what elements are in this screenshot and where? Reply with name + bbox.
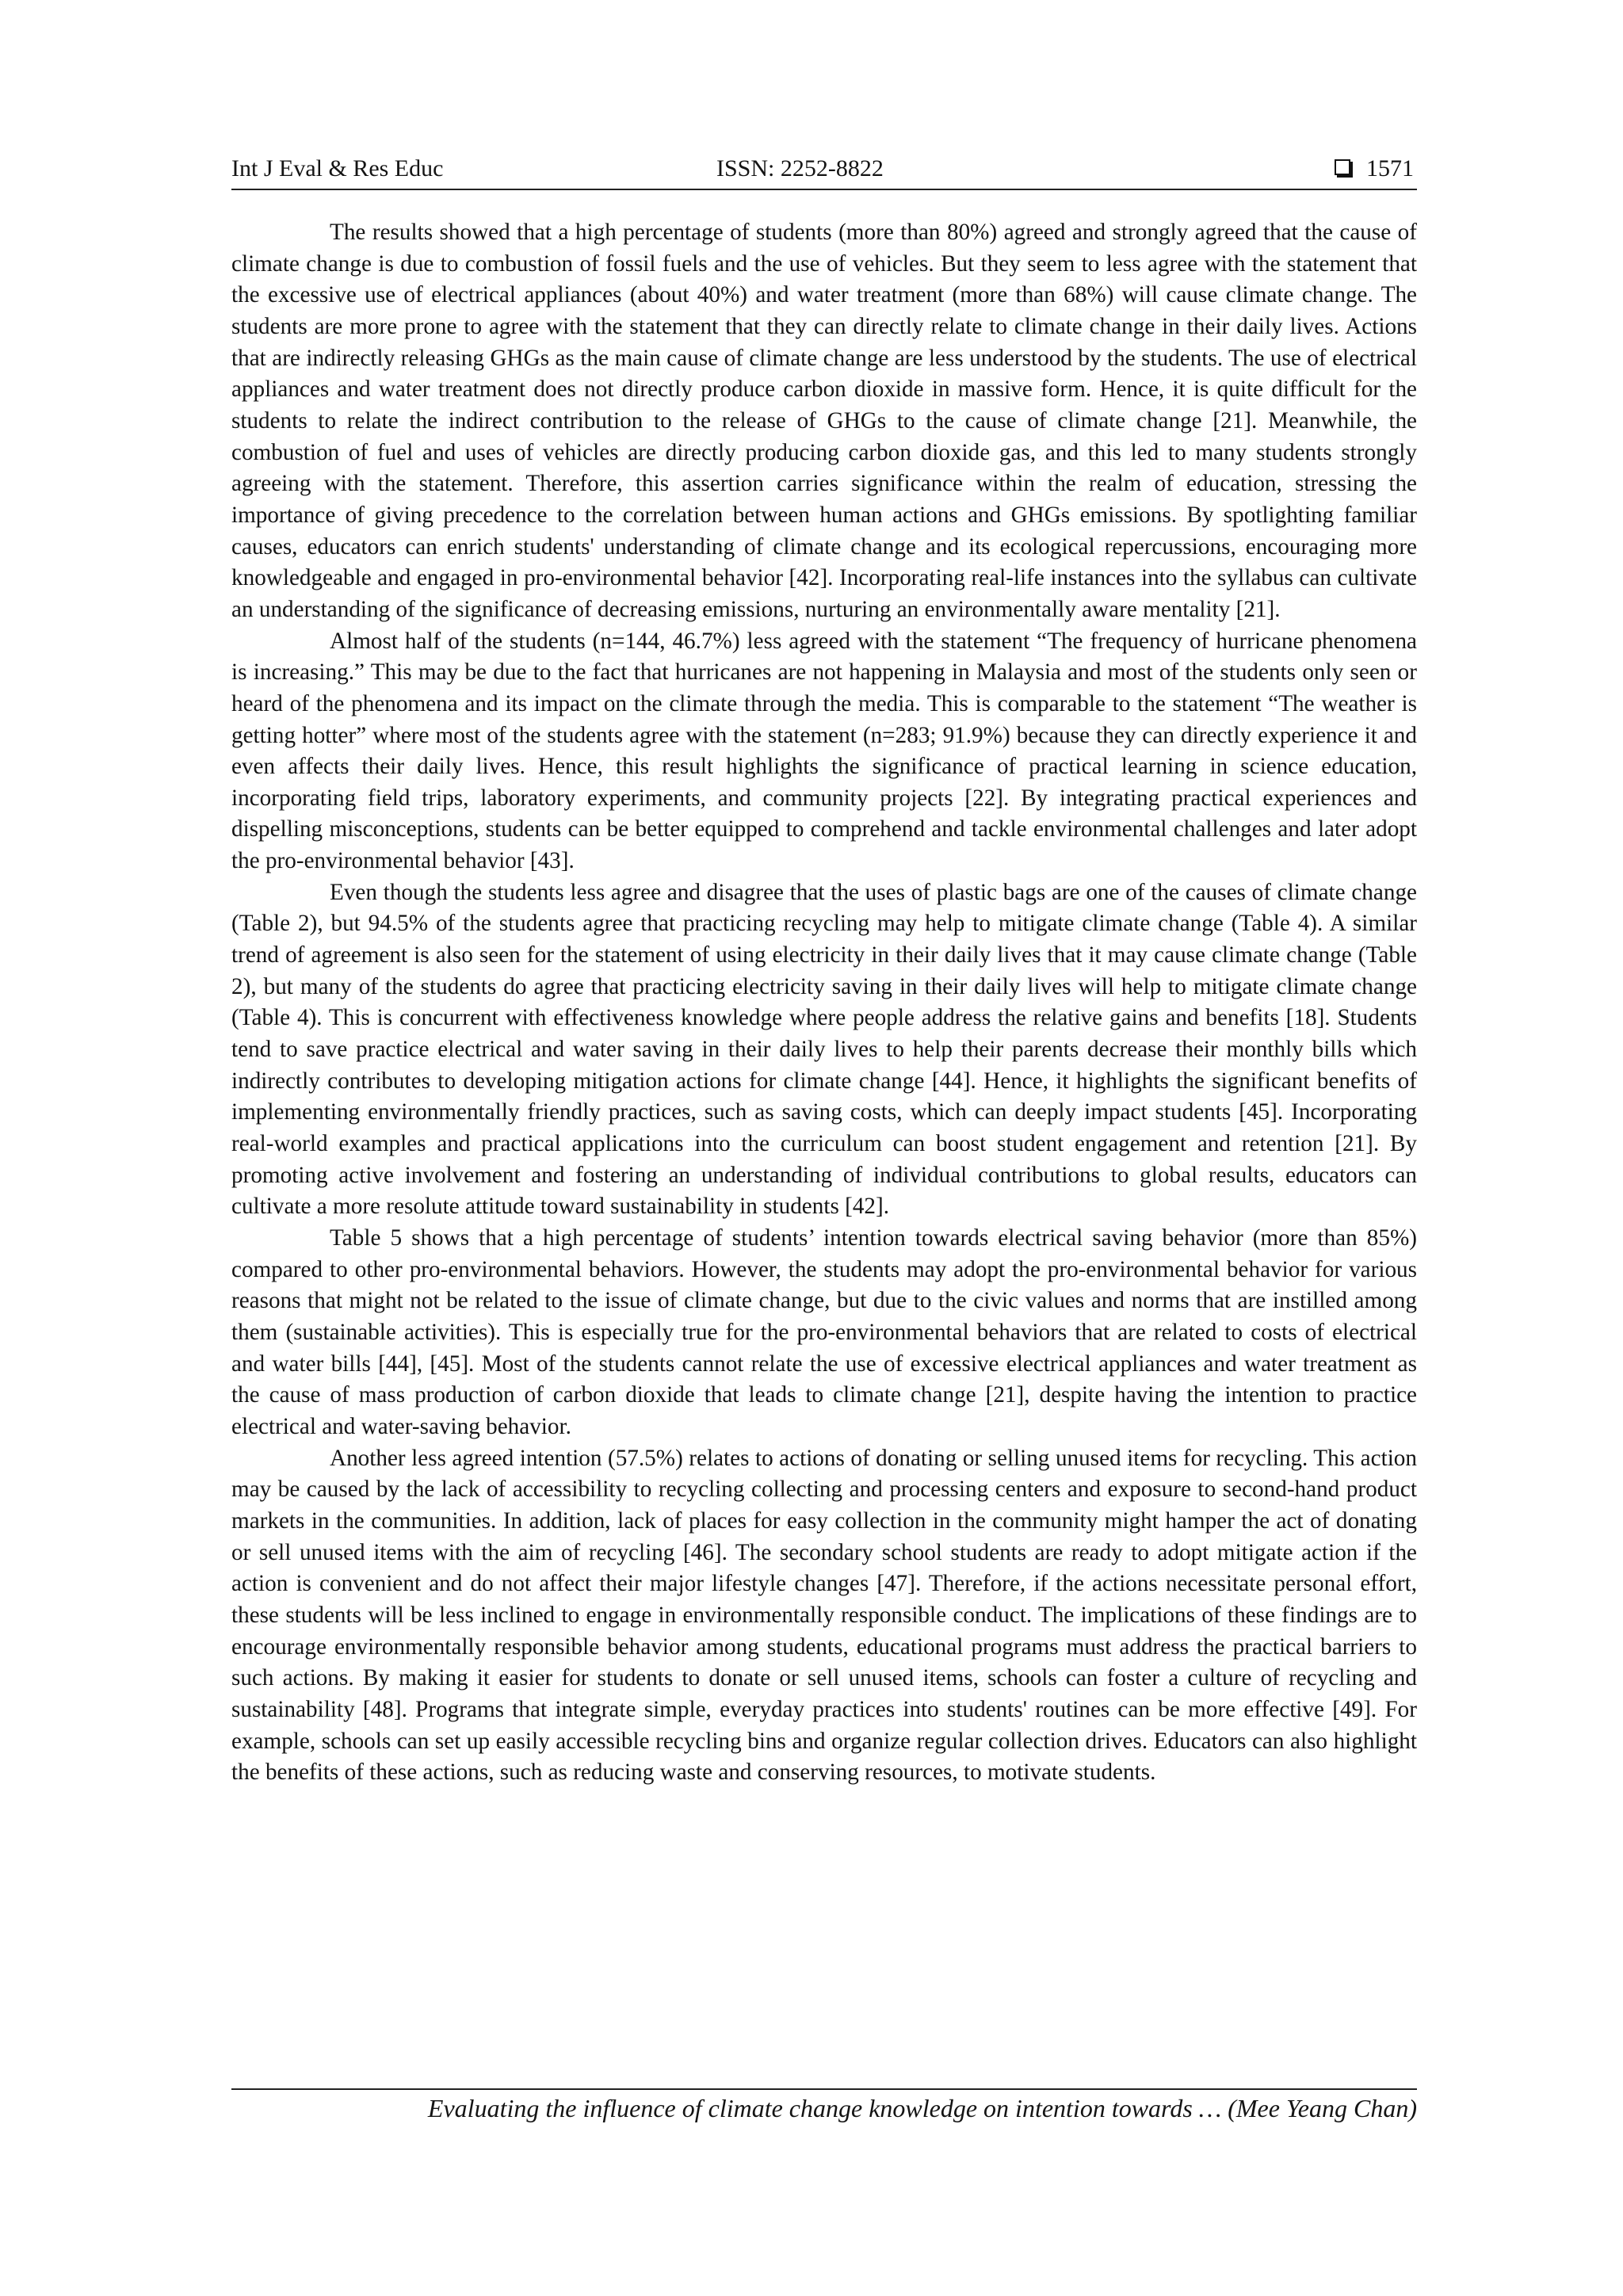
paragraph-3: Even though the students less agree and disagree that the uses of plastic bags are one of the causes of climate change (Table 2), but 94.5% of the students agree that practicing recycling may help to mitigate climate change (Table 4). A similar trend of agreement is also seen for the statement of using electricity in their daily lives that it may cause climate change (Table 2), but many of the students do agree that practicing electricity saving in their daily lives will help to mitigate climate change (Table 4). This is concurrent with effectiveness knowledge where people address the relative gains and benefits [18]. Students tend to save practice electrical and water saving in their daily lives to help their parents decrease their monthly bills which indirectly contributes to developing mitigation actions for climate change [44]. Hence, it highlights the significant benefits of implementing environmentally friendly practices, such as saving costs, which can deeply impact students [45]. Incorporating real-world examples and practical applications into the curriculum can boost student engagement and retention [21]. By promoting active involvement and fostering an understanding of individual contributions to global results, educators can cultivate a more resolute attitude toward sustainability in students [42]. xyxy=(231,879,1417,1220)
body-text xyxy=(231,217,1417,1789)
paragraph-2: Almost half of the students (n=144, 46.7%) less agreed with the statement “The frequency of hurricane phenomena is increasing.” This may be due to the fact that hurricanes are not happening in Malaysia and most of the students only seen or heard of the phenomena and its impact on the climate through the media. This is comparable to the statement “The weather is getting hotter” where most of the students agree with the statement (n=283; 91.9%) because they can directly experience it and even affects their daily lives. Hence, this result highlights the significance of practical learning in science education, incorporating field trips, laboratory experiments, and community projects [22]. By integrating practical experiences and dispelling misconceptions, students can be better equipped to comprehend and tackle environmental challenges and later adopt the pro-environmental behavior [43]. xyxy=(231,628,1417,874)
journal-name: Int J Eval & Res Educ xyxy=(231,155,444,181)
running-footer-title: Evaluating the influence of climate change knowledge on intention towards … (Mee Yeang Chan) xyxy=(427,2094,1417,2122)
page-number: 1571 xyxy=(1366,155,1414,181)
footer-divider xyxy=(231,2088,1417,2090)
page-header xyxy=(231,154,1417,190)
paragraph-1: The results showed that a high percentage of students (more than 80%) agreed and strongly agreed that the cause of climate change is due to combustion of fossil fuels and the use of vehicles. But they seem to less agree with the statement that the excessive use of electrical appliances (about 40%) and water treatment (more than 68%) will cause climate change. The students are more prone to agree with the statement that they can directly relate to climate change in their daily lives. Actions that are indirectly releasing GHGs as the main cause of climate change are less understood by the students. The use of electrical appliances and water treatment does not directly produce carbon dioxide in massive form. Hence, it is quite difficult for the students to relate the indirect contribution to the release of GHGs to the cause of climate change [21]. Meanwhile, the combustion of fuel and uses of vehicles are directly producing carbon dioxide gas, and this led to many students strongly agreeing with the statement. Therefore, this assertion carries significance within the realm of education, stressing the importance of giving precedence to the correlation between human actions and GHGs emissions. By spotlighting familiar causes, educators can enrich students' understanding of climate change and its ecological repercussions, encouraging more knowledgeable and engaged in pro-environmental behavior [42]. Incorporating real-life instances into the syllabus can cultivate an understanding of the significance of decreasing emissions, nurturing an environmentally aware mentality [21]. xyxy=(231,220,1417,622)
square-bullet-icon xyxy=(1335,159,1350,175)
issn-label: ISSN: 2252-8822 xyxy=(716,155,884,181)
paragraph-4: Table 5 shows that a high percentage of students’ intention towards electrical saving behavior (more than 85%) compared to other pro-environmental behaviors. However, the students may adopt the pro-environmental behavior for various reasons that might not be related to the issue of climate change, but due to the civic values and norms that are instilled among them (sustainable activities). This is especially true for the pro-environmental behaviors that are related to costs of electrical and water bills [44], [45]. Most of the students cannot relate the use of excessive electrical appliances and water treatment as the cause of mass production of carbon dioxide that leads to climate change [21], despite having the intention to practice electrical and water-saving behavior. xyxy=(231,1225,1417,1439)
paragraph-5: Another less agreed intention (57.5%) relates to actions of donating or selling unused items for recycling. This action may be caused by the lack of accessibility to recycling collecting and processing centers and exposure to second-hand product markets in the communities. In addition, lack of places for easy collection in the community might hamper the act of donating or sell unused items with the aim of recycling [46]. The secondary school students are ready to adopt mitigate action if the action is convenient and do not affect their major lifestyle changes [47]. Therefore, if the actions necessitate personal effort, these students will be less inclined to engage in environmentally responsible conduct. The implications of these findings are to encourage environmentally responsible behavior among students, educational programs must address the practical barriers to such actions. By making it easier for students to donate or sell unused items, schools can foster a culture of recycling and sustainability [48]. Programs that integrate simple, everyday practices into students' routines can be more effective [49]. For example, schools can set up easily accessible recycling bins and organize regular collection drives. Educators can also highlight the benefits of these actions, such as reducing waste and conserving resources, to motivate students. xyxy=(231,1445,1417,1786)
